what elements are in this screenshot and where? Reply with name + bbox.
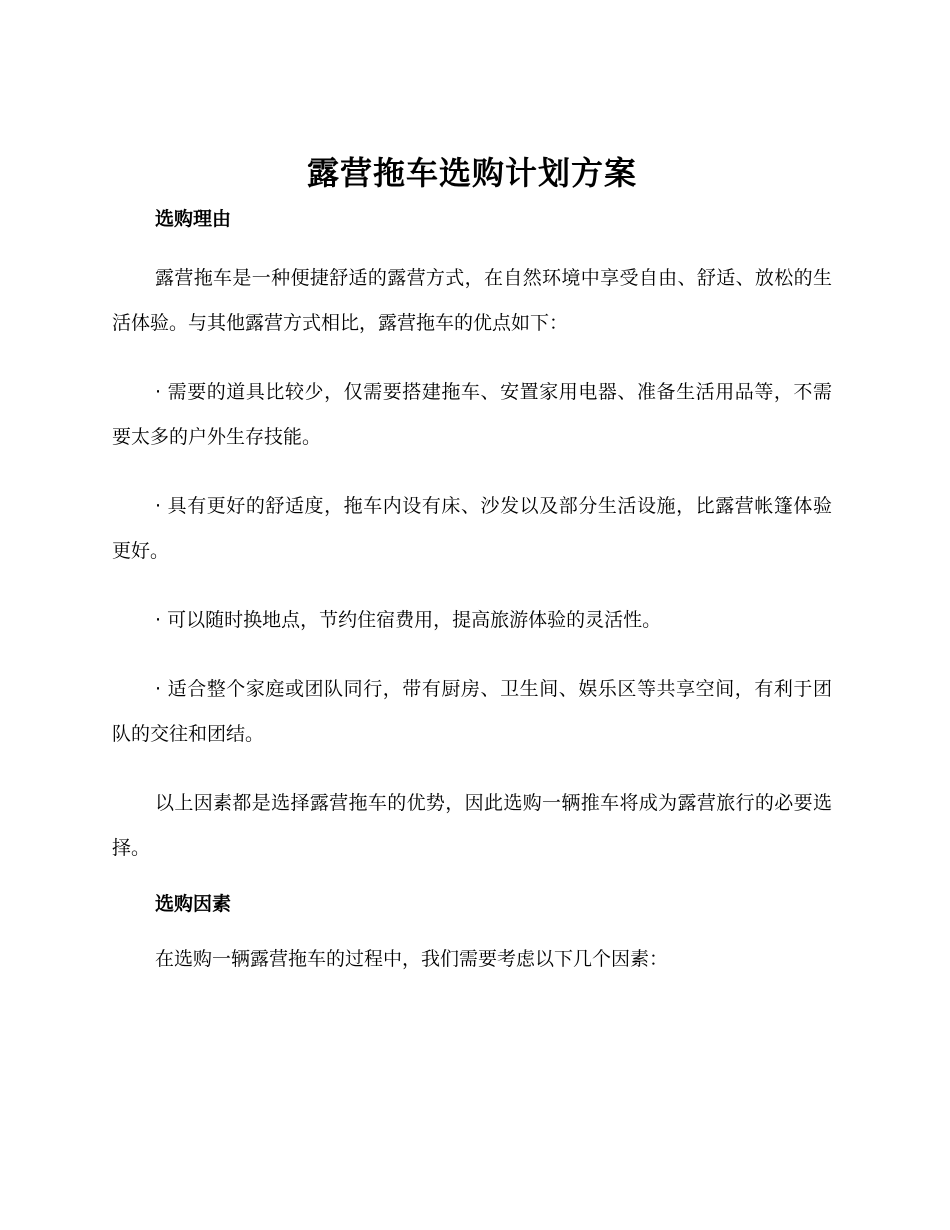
section-heading-reasons: 选购理由: [155, 208, 232, 230]
paragraph-intro: 露营拖车是一种便捷舒适的露营方式，在自然环境中享受自由、舒适、放松的生活体验。与其他露营方式相比，露营拖车的优点如下：: [112, 267, 832, 334]
document-page: [112, 150, 832, 982]
paragraph-conclusion: 以上因素都是选择露营拖车的优势，因此选购一辆推车将成为露营旅行的必要选择。: [112, 792, 832, 859]
bullet-family-team: · 适合整个家庭或团队同行，带有厨房、卫生间、娱乐区等共享空间，有利于团队的交往和团结。: [112, 678, 832, 745]
document-title: 露营拖车选购计划方案: [306, 154, 637, 192]
paragraph-factors-intro: 在选购一辆露营拖车的过程中，我们需要考虑以下几个因素：: [155, 948, 669, 970]
section-heading-factors: 选购因素: [155, 893, 232, 915]
bullet-fewer-props: · 需要的道具比较少，仅需要搭建拖车、安置家用电器、准备生活用品等，不需要太多的户外生存技能。: [112, 381, 832, 448]
bullet-comfort: · 具有更好的舒适度，拖车内设有床、沙发以及部分生活设施，比露营帐篷体验更好。: [112, 495, 832, 562]
bullet-flexibility: · 可以随时换地点，节约住宿费用，提高旅游体验的灵活性。: [155, 609, 662, 631]
